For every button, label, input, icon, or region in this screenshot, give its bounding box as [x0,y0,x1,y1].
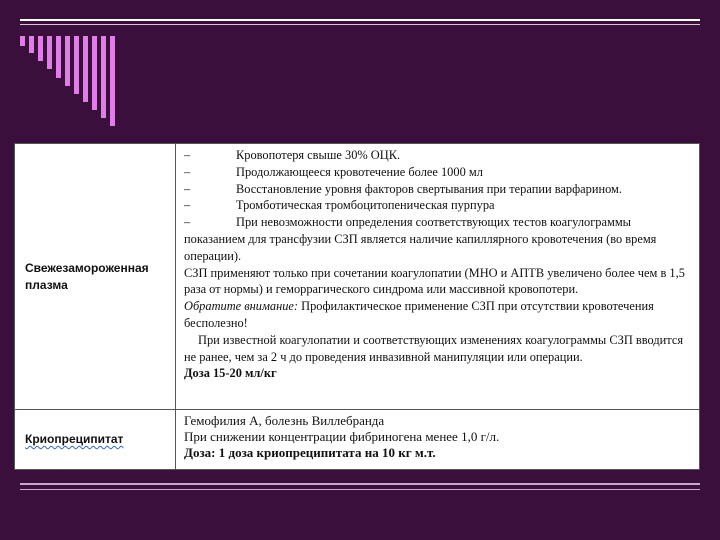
comb-bar [92,36,97,110]
dose-cryo: Доза: 1 доза криопреципитата на 10 кг м.т. [184,445,436,460]
bullet: – [184,215,191,230]
list-item-text: Кровопотеря свыше 30% ОЦК. [236,148,401,162]
bottom-rule [20,483,700,485]
comb-bar [38,36,43,61]
comb-bar [20,36,25,46]
list-item [184,147,693,164]
cryo-indication-1: Гемофилия А, болезнь Виллебранда [184,413,385,428]
paragraph-indication: показанием для трансфузии СЗП является наличие капиллярного кровотечения (во время операции). [184,231,657,263]
bullet: – [184,198,191,213]
comb-bar [47,36,52,69]
list-item [184,214,693,231]
top-rule-thin [20,24,700,25]
bullet: – [184,181,191,196]
comb-bar [65,36,70,86]
note-label: Обратите внимание: [184,299,299,314]
bottom-rule-thin [20,489,700,490]
document-page [14,143,700,470]
paragraph-szp-usage: СЗП применяют только при сочетании коагулопатии (МНО и АПТВ увеличено более чем в 1,5 раза от нормы) и геморрагического синдрома или массивной кровопотери. [184,265,685,297]
comb-bar [74,36,79,94]
paragraph-coagulopathy: При известной коагулопатии и соответствующих изменениях коагулограммы СЗП вводится не ранее, чем за 2 ч до проведения инвазивной манипуляции или операции. [184,332,684,364]
bullet: – [184,164,191,179]
comb-bar [101,36,106,118]
row-content-cryo [176,410,700,470]
table-row [15,144,700,410]
row-label-cryo-text: Криопреципитат [25,432,124,446]
top-rule [20,19,700,21]
transfusion-table [14,143,700,470]
row-label-cryo [15,410,176,470]
cryo-indication-2: При снижении концентрации фибриногена менее 1,0 г/л. [184,429,500,444]
list-item-text: Продолжающееся кровотечение более 1000 мл [236,164,483,179]
list-item-text: Тромботическая тромбоцитопеническая пурпура [236,198,495,213]
list-item-text: При невозможности определения соответствующих тестов коагулограммы [236,215,631,230]
row-content-ffp [176,144,700,410]
comb-bar [29,36,34,53]
list-item [184,181,693,198]
note-paragraph [184,298,693,332]
note-text: Профилактическое применение СЗП при отсутствии кровотечения бесполезно! [184,299,654,330]
dose-ffp: Доза 15-20 мл/кг [184,366,277,381]
list-item [184,164,693,181]
table-row [15,410,700,470]
list-item-text: Восстановление уровня факторов свертывания при терапии варфарином. [236,181,622,196]
list-item [184,197,693,214]
comb-bar [83,36,88,102]
comb-bar [56,36,61,78]
bullet: – [184,148,191,162]
comb-bar [110,36,115,126]
row-label-ffp: Свежезамороженная плазма [15,144,176,410]
